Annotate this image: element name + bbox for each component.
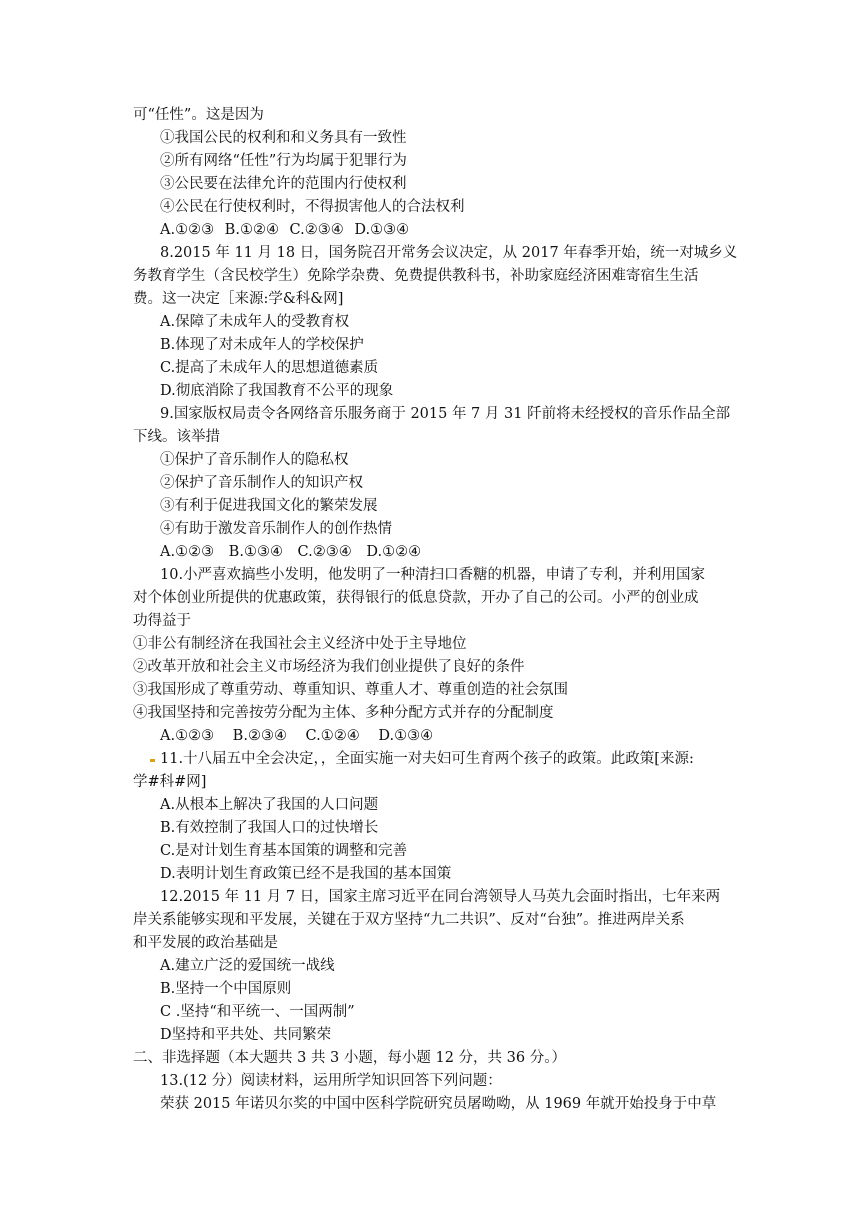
answer-choices: A.①②③ B.②③④ C.①②④ D.①③④	[160, 728, 434, 744]
option-line: ③我国形成了尊重劳动、尊重知识、尊重人才、尊重创造的社会氛围	[133, 682, 568, 698]
option-line: ③有利于促进我国文化的繁荣发展	[160, 498, 378, 514]
text-line: 可“任性”。这是因为	[133, 107, 264, 123]
option-line: ④公民在行使权利时，不得损害他人的合法权利	[160, 199, 465, 215]
option-line: ②保护了音乐制作人的知识产权	[160, 475, 363, 491]
option-line: A.从根本上解决了我国的人口问题	[160, 797, 379, 813]
option-line: ①保护了音乐制作人的隐私权	[160, 452, 349, 468]
question-9: 9.国家版权局责令各网络音乐服务商于 2015 年 7 月 31 阡前将未经授权的音乐作品全部	[160, 406, 731, 422]
question-10: 10.小严喜欢搞些小发明，他发明了一种清扫口香糖的机器，申请了专利，并利用国家	[160, 567, 706, 583]
option-line: ③公民要在法律允许的范围内行使权利	[160, 176, 407, 192]
question-11: 11.十八届五中全会决定，，全面实施一对夫妇可生育两个孩子的政策。此政策[来源:	[160, 751, 694, 767]
option-line: D.彻底消除了我国教育不公平的现象	[160, 383, 394, 399]
text-line: 功得益于	[133, 613, 191, 629]
answer-choices: A.①②③ B.①②④ C.②③④ D.①③④	[160, 222, 410, 238]
text-line: 岸关系能够实现和平发展，关键在于双方坚持“九二共识”、反对“台独”。推进两岸关系	[133, 912, 685, 928]
option-line: C .坚持“和平统一、一国两制”	[160, 1004, 355, 1020]
option-line: A.保障了未成年人的受教育权	[160, 314, 350, 330]
question-12: 12.2015 年 11 月 7 日，国家主席习近平在同台湾领导人马英九会面时指出，七年来两	[160, 889, 721, 905]
option-line: ①非公有制经济在我国社会主义经济中处于主导地位	[133, 636, 467, 652]
option-line: B.坚持一个中国原则	[160, 981, 292, 997]
option-line: A.建立广泛的爱国统一战线	[160, 958, 335, 974]
option-line: D.表明计划生育政策已经不是我国的基本国策	[160, 866, 452, 882]
text-line: 对个体创业所提供的优惠政策，获得银行的低息贷款，开办了自己的公司。小严的创业成	[133, 590, 699, 606]
option-line: D坚持和平共处、共同繁荣	[160, 1027, 332, 1043]
option-line: B.有效控制了我国人口的过快增长	[160, 820, 379, 836]
option-line: ②所有网络“任性”行为均属于犯罪行为	[160, 153, 407, 169]
option-line: ①我国公民的权利和和义务具有一致性	[160, 130, 407, 146]
option-line: ②改革开放和社会主义市场经济为我们创业提供了良好的条件	[133, 659, 525, 675]
answer-choices: A.①②③ B.①③④ C.②③④ D.①②④	[160, 544, 422, 560]
option-line: C.是对计划生育基本国策的调整和完善	[160, 843, 408, 859]
question-13: 13.(12 分）阅读材料，运用所学知识回答下列问题：	[160, 1073, 502, 1089]
text-line: 荣获 2015 年诺贝尔奖的中国中医科学院研究员屠呦呦，从 1969 年就开始投身于中草	[160, 1096, 717, 1112]
marker-dot	[150, 759, 155, 762]
question-8: 8.2015 年 11 月 18 日，国务院召开常务会议决定，从 2017 年春季开始，统一对城乡义	[160, 245, 738, 261]
text-line: 务教育学生（含民校学生）免除学杂费、免费提供教科书，补助家庭经济困难寄宿生生活	[133, 268, 699, 284]
text-line: 下线。该举措	[133, 429, 220, 445]
option-line: ④我国坚持和完善按劳分配为主体、多种分配方式并存的分配制度	[133, 705, 554, 721]
section-heading: 二、非选择题（本大题共 3 共 3 小题，每小题 12 分，共 36 分。）	[133, 1050, 566, 1066]
option-line: B.体现了对未成年人的学校保护	[160, 337, 364, 353]
text-line: 费。这一决定［来源:学&科&网]	[133, 291, 344, 307]
text-line: 和平发展的政治基础是	[133, 935, 278, 951]
text-line: 学#科#网]	[133, 774, 207, 790]
option-line: C.提高了未成年人的思想道德素质	[160, 360, 379, 376]
option-line: ④有助于激发音乐制作人的创作热情	[160, 521, 392, 537]
